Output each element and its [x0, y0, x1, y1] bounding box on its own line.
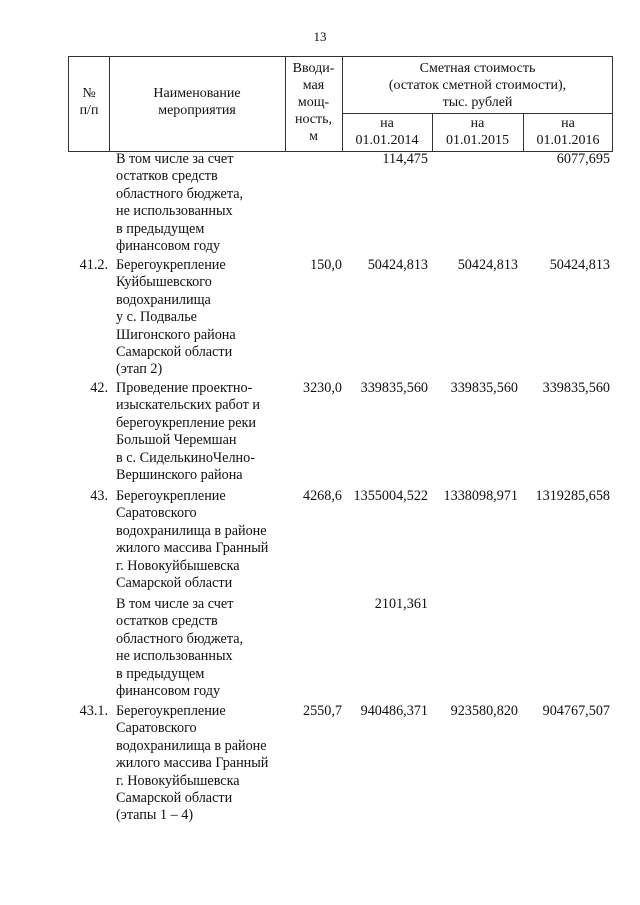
row-value-2014: 50424,813 — [367, 257, 428, 273]
row-value-2015: 339835,560 — [450, 380, 518, 396]
row-value-2015: 50424,813 — [457, 257, 518, 273]
row-name: Берегоукрепление Саратовского водохранилища в районе жилого массива Гранный г. Новокуйбышевска Самарской области — [116, 488, 269, 592]
row-value-2014: 114,475 — [382, 151, 428, 167]
row-value-2014: 339835,560 — [360, 380, 428, 396]
page-number: 13 — [313, 29, 327, 44]
header-cost-group: Сметная стоимость (остаток сметной стоимости), тыс. рублей — [388, 61, 567, 110]
row-num: 43. — [90, 488, 108, 504]
row-value-2014: 1355004,522 — [353, 488, 428, 504]
row-name: Проведение проектно- изыскательских работ и берегоукрепление реки Большой Черемшан в с. СиделькиноЧелно- Вершинского района — [116, 380, 260, 484]
row-power: 3230,0 — [302, 380, 342, 396]
row-value-2016: 6077,695 — [556, 151, 610, 167]
row-name: Берегоукрепление Куйбышевского водохранилища у с. Подвалье Шигонского района Самарской области (этап 2) — [116, 257, 236, 378]
row-value-2014: 940486,371 — [360, 703, 428, 719]
header-date-2016: на 01.01.2016 — [536, 116, 600, 148]
header-num: № п/п — [79, 86, 99, 118]
row-name: Берегоукрепление Саратовского водохранилища в районе жилого массива Гранный г. Новокуйбышевска Самарской области (этапы 1 – 4) — [116, 703, 269, 824]
row-name: В том числе за счет остатков средств областного бюджета, не использованных в предыдущем финансовом году — [116, 596, 244, 700]
row-power: 150,0 — [310, 257, 342, 273]
divider — [342, 113, 613, 114]
row-value-2016: 50424,813 — [549, 257, 610, 273]
row-value-2015: 923580,820 — [450, 703, 518, 719]
row-value-2016: 1319285,658 — [535, 488, 610, 504]
row-value-2016: 904767,507 — [542, 703, 610, 719]
header-date-2014: на 01.01.2014 — [355, 116, 419, 148]
row-power: 2550,7 — [302, 703, 342, 719]
row-power: 4268,6 — [302, 488, 342, 504]
row-value-2016: 339835,560 — [542, 380, 610, 396]
row-name: В том числе за счет остатков средств областного бюджета, не использованных в предыдущем финансовом году — [116, 151, 244, 255]
header-power: Вводи- мая мощ- ность, м — [292, 61, 335, 144]
row-num: 42. — [90, 380, 108, 396]
row-num: 43.1. — [79, 703, 108, 719]
row-value-2014: 2101,361 — [374, 596, 428, 612]
table-header — [68, 56, 613, 152]
row-value-2015: 1338098,971 — [443, 488, 518, 504]
header-name: Наименование мероприятия — [153, 86, 241, 118]
header-date-2015: на 01.01.2015 — [446, 116, 509, 148]
row-num: 41.2. — [79, 257, 108, 273]
